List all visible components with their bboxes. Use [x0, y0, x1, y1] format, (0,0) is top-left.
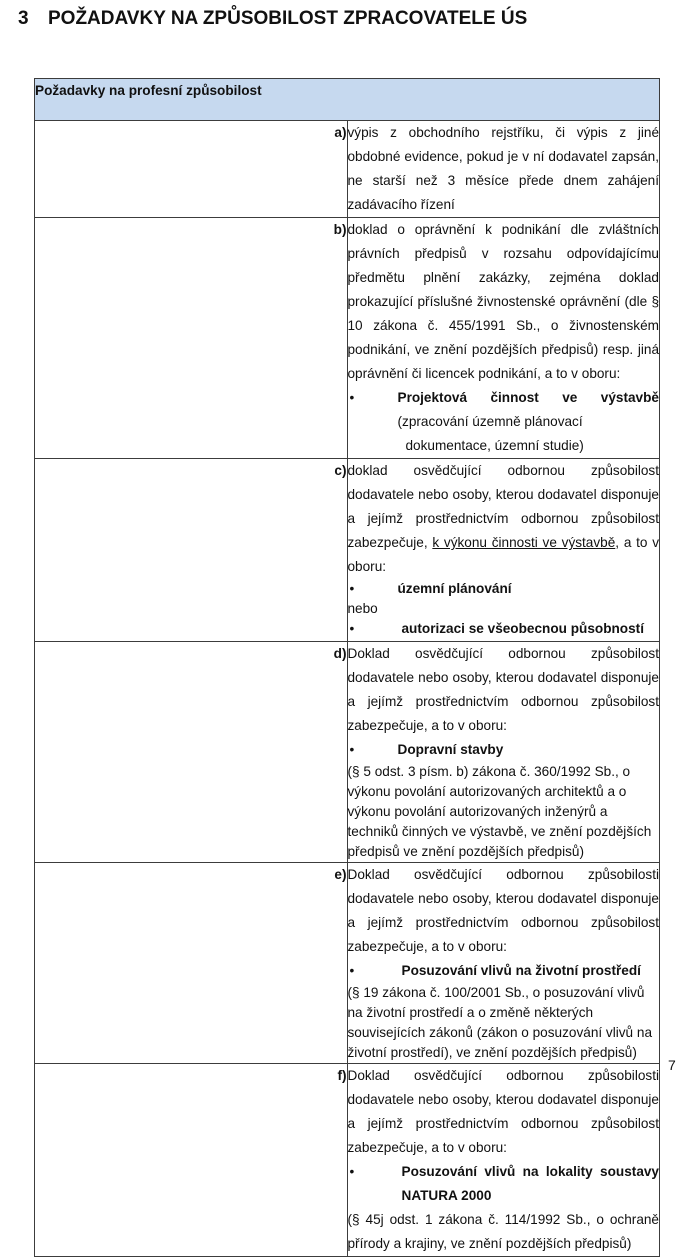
or-text: nebo — [347, 601, 378, 616]
list-item — [348, 738, 660, 762]
list-item — [348, 386, 660, 434]
row-letter: b) — [35, 218, 348, 459]
row-content — [347, 642, 660, 863]
bullet-icon: • — [349, 963, 355, 978]
bullet-text: autorizaci se všeobecnou působností — [401, 621, 644, 636]
row-text: Doklad osvědčující odbornou způsobilosti dodavatele nebo osoby, kterou dodavatel disponuje a jejímž prostřednictvím odbornou způsobilost zabezpečuje, a to v oboru: — [347, 867, 659, 954]
table-row-c — [35, 459, 660, 642]
row-letter: d) — [35, 642, 348, 863]
row-letter: a) — [35, 121, 348, 218]
row-text-underlined: k výkonu činnosti ve výstavbě — [432, 535, 616, 550]
row-text-before: doklad osvědčující odbornou způsobilost dodavatele nebo osoby, kterou dodavatel disponuje a jejímž prostřednictvím odbornou způsobilost zabezpečuje, — [347, 463, 659, 550]
section-title: POŽADAVKY NA ZPŮSOBILOST ZPRACOVATELE ÚS — [48, 8, 528, 29]
bullet-icon: • — [349, 742, 355, 757]
requirements-table — [34, 78, 660, 1257]
table-row-f — [35, 1064, 660, 1257]
bullet-bold-text: Projektová činnost ve výstavbě — [397, 390, 659, 405]
table-header-row — [35, 79, 660, 121]
table-row-e — [35, 863, 660, 1064]
list-item — [348, 617, 660, 641]
row-letter: e) — [35, 863, 348, 1064]
list-item — [348, 1160, 660, 1208]
section-number: 3 — [18, 8, 29, 29]
list-item — [348, 577, 660, 601]
row-content — [347, 121, 660, 218]
legal-note: (§ 5 odst. 3 písm. b) zákona č. 360/1992 Sb., o výkonu povolání autorizovaných architektů a o výkonu povolání autorizovaných inženýrů a techniků činných ve výstavbě, ve znění pozdějších předpisů ve znění pozdějších předpisů) — [347, 764, 652, 859]
table-header: Požadavky na profesní způsobilost — [35, 79, 660, 121]
bullet-text: územní plánování — [397, 581, 512, 596]
bullet-icon: • — [349, 621, 355, 636]
row-text — [348, 459, 660, 579]
row-content — [347, 863, 660, 1064]
row-text: Doklad osvědčující odbornou způsobilost dodavatele nebo osoby, kterou dodavatel disponuje a jejímž prostřednictvím odbornou způsobilost zabezpečuje, a to v oboru: — [347, 646, 659, 733]
table-row-d — [35, 642, 660, 863]
legal-note: (§ 45j odst. 1 zákona č. 114/1992 Sb., o ochraně přírody a krajiny, ve znění pozdějších předpisů) — [347, 1212, 659, 1251]
row-letter: c) — [35, 459, 348, 642]
page-number: 7 — [668, 1057, 676, 1073]
legal-note: (§ 19 zákona č. 100/2001 Sb., o posuzování vlivů na životní prostředí a o změně některých souvisejících zákonů (zákon o posuzování vlivů na životní prostředí), ve znění pozdějších předpisů) — [347, 985, 653, 1060]
table-row-b — [35, 218, 660, 459]
bullet-rest-text: (zpracování územně plánovací — [397, 414, 583, 429]
row-content — [347, 459, 660, 642]
row-text-after: , a to v oboru: — [347, 535, 659, 574]
list-item — [348, 959, 660, 983]
section-heading — [18, 8, 527, 30]
bullet-text: Dopravní stavby — [397, 742, 504, 757]
bullet-icon: • — [349, 390, 355, 405]
bullet-text: Posuzování vlivů na životní prostředí — [401, 963, 641, 978]
row-content — [347, 1064, 660, 1257]
row-text: Doklad osvědčující odbornou způsobilosti dodavatele nebo osoby, kterou dodavatel disponuje a jejímž prostřednictvím odbornou způsobilost zabezpečuje, a to v oboru: — [347, 1068, 659, 1155]
bullet-continuation: dokumentace, územní studie) — [405, 438, 584, 453]
row-letter: f) — [35, 1064, 348, 1257]
bullet-text: Posuzování vlivů na lokality soustavy NATURA 2000 — [401, 1164, 659, 1203]
bullet-icon: • — [349, 581, 355, 596]
row-text: doklad o oprávnění k podnikání dle zvláštních právních předpisů v rozsahu odpovídajícímu předmětu plnění zakázky, zejména doklad prokazující příslušné živnostenské oprávnění (dle § 10 zákona č. 455/1991 Sb., o živnostenském podnikání, ve znění pozdějších předpisů) resp. jiná oprávnění či licencek podnikání, a to v oboru: — [347, 222, 659, 381]
row-content — [347, 218, 660, 459]
table-row-a — [35, 121, 660, 218]
row-text: výpis z obchodního rejstříku, či výpis z jiné obdobné evidence, pokud je v ní dodavatel zapsán, ne starší než 3 měsíce přede dnem zahájení zadávacího řízení — [347, 125, 659, 212]
bullet-icon: • — [349, 1164, 355, 1179]
